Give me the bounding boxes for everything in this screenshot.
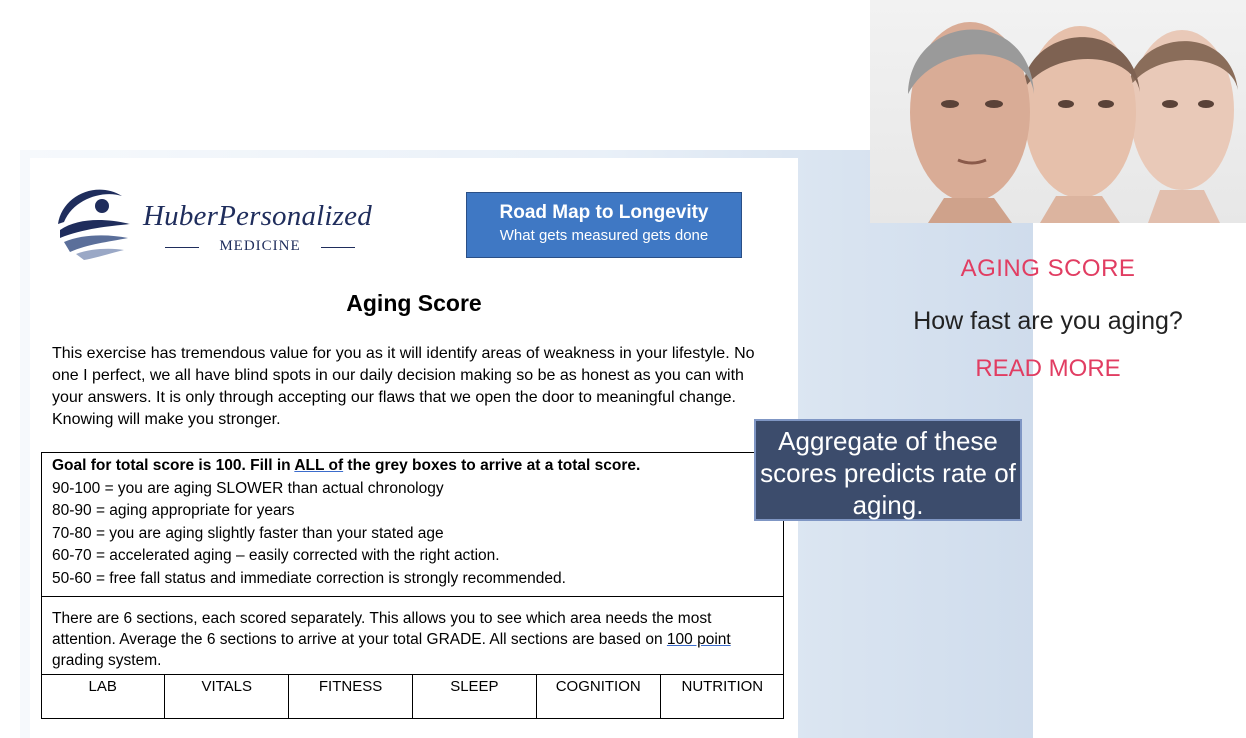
table-cell-vitals: VITALS	[165, 675, 289, 720]
score-range-line: 70-80 = you are aging slightly faster than your stated age	[52, 524, 444, 542]
table-cell-lab: LAB	[41, 675, 165, 720]
score-guide-text	[52, 455, 772, 590]
sections-text-part1: There are 6 sections, each scored separately. This allows you to see which area needs the most attention. Average the 6 sections to arrive at your total GRADE. All sections are based on	[52, 610, 712, 648]
grade-sections-table	[41, 674, 784, 719]
aggregate-callout: Aggregate of these scores predicts rate of aging.	[754, 419, 1022, 521]
aging-faces-icon	[870, 0, 1246, 223]
roadmap-subtitle: What gets measured gets done	[499, 227, 709, 244]
goal-heading	[52, 455, 772, 478]
roadmap-title: Road Map to Longevity	[499, 202, 709, 223]
sections-text-part2: grading system.	[52, 652, 162, 669]
table-cell-fitness: FITNESS	[289, 675, 413, 720]
logo-wordmark: HuberPersonalized	[143, 200, 372, 232]
table-cell-cognition: COGNITION	[536, 675, 660, 720]
page-title: Aging Score	[346, 290, 482, 316]
score-range-line: 60-70 = accelerated aging – easily corrected with the right action.	[52, 547, 500, 564]
read-more-link[interactable]: READ MORE	[975, 355, 1121, 382]
aging-question: How fast are you aging?	[913, 307, 1183, 335]
roadmap-banner	[466, 192, 742, 258]
goal-heading-part1: Goal for total score is 100. Fill in	[52, 457, 295, 474]
aging-score-label: AGING SCORE	[960, 255, 1136, 282]
logo-subtitle: MEDICINE	[165, 238, 355, 255]
table-cell-nutrition: NUTRITION	[660, 675, 784, 720]
intro-paragraph: This exercise has tremendous value for you as it will identify areas of weakness in your lifestyle. No one I perfect, we all have blind spots in our daily decision making so be as honest as you can with your answers. It is only through accepting our flaws that we open the door to meaningful change. Knowing will make you stronger.	[52, 345, 755, 428]
sections-description	[52, 608, 774, 671]
score-range-line: 90-100 = you are aging SLOWER than actual chronology	[52, 479, 444, 497]
box-divider	[41, 596, 784, 597]
table-row	[41, 675, 784, 720]
goal-heading-underlined: ALL of	[294, 457, 344, 474]
sections-text-underlined: 100 point	[666, 631, 731, 648]
score-range-line: 50-60 = free fall status and immediate correction is strongly recommended.	[52, 569, 566, 587]
goal-heading-part2: the grey boxes to arrive at a total score.	[343, 457, 641, 474]
score-range-line: 80-90 = aging appropriate for years	[52, 502, 295, 519]
aging-faces-image[interactable]	[870, 0, 1246, 223]
table-cell-sleep: SLEEP	[412, 675, 536, 720]
